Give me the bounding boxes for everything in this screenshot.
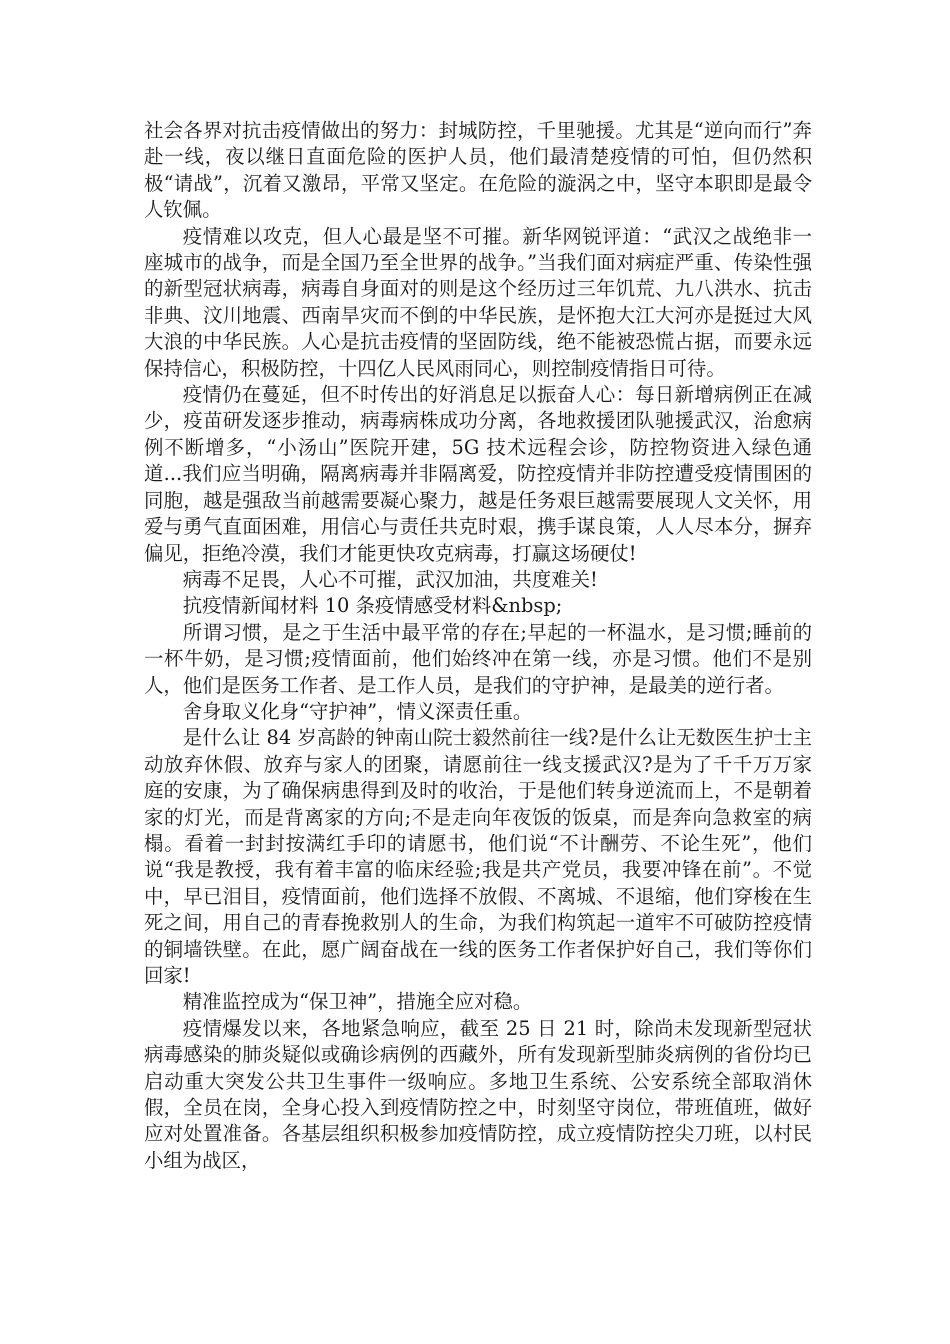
paragraph-8: 是什么让 84 岁高龄的钟南山院士毅然前往一线?是什么让无数医生护士主动放弃休假、放弃与家人的团聚，请愿前往一线支援武汉?是为了千千万万家庭的安康，为了确保病患得到及时的收治，于是他们转身逆流而上，不是朝着家的灯光，而是背离家的方向;不是走向年夜饭的饭桌，而是奔向急救室的病榻。看着一封封按满红手印的请愿书，他们说“不计酬劳、不论生死”，他们说“我是教授，我有着丰富的临床经验;我是共产党员，我要冲锋在前”。不觉中，早已泪目，疫情面前，他们选择不放假、不离城、不退缩，他们穿梭在生死之间，用自己的青春挽救别人的生命，为我们构筑起一道牢不可破防控疫情的铜墙铁壁。在此，愿广阔奋战在一线的医务工作者保护好自己，我们等你们回家! [144, 726, 812, 987]
paragraph-9: 精准监控成为“保卫神”，措施全应对稳。 [182, 990, 533, 1014]
paragraph-2: 疫情难以攻克，但人心最是坚不可摧。新华网锐评道：“武汉之战绝非一座城市的战争，而是全国乃至全世界的战争。”当我们面对病症严重、传染性强的新型冠状病毒，病毒自身面对的则是这个经历过三年饥荒、九八洪水、抗击非典、汶川地震、西南旱灾而不倒的中华民族，是怀抱大江大河亦是挺过大风大浪的中华民族。人心是抗击疫情的坚固防线，绝不能被恐慌占据，而要永远保持信心，积极防控，十四亿人民风雨同心，则控制疫情指日可待。 [144, 224, 812, 380]
paragraph-6: 所谓习惯，是之于生活中最平常的存在;早起的一杯温水，是习惯;睡前的一杯牛奶，是习惯;疫情面前，他们始终冲在第一线，亦是习惯。他们不是别人，他们是医务工作者、是工作人员，是我们的守护神，是最美的逆行者。 [144, 620, 812, 697]
paragraph-7: 舍身取义化身“守护神”，情义深责任重。 [182, 699, 533, 723]
document-body [144, 118, 812, 1174]
paragraph-1: 社会各界对抗击疫情做出的努力：封城防控，千里驰援。尤其是“逆向而行”奔赴一线，夜以继日直面危险的医护人员，他们最清楚疫情的可怕，但仍然积极“请战”，沉着又激昂，平常又坚定。在危险的漩涡之中，坚守本职即是最令人钦佩。 [144, 119, 812, 222]
paragraph-3: 疫情仍在蔓延，但不时传出的好消息足以振奋人心：每日新增病例正在减少，疫苗研发逐步推动，病毒病株成功分离，各地救援团队驰援武汉，治愈病例不断增多，“小汤山”医院开建，5G 技术远程会诊，防控物资进入绿色通道...我们应当明确，隔离病毒并非隔离爱，防控疫情并非防控遭受疫情围困的同胞，越是强敌当前越需要凝心聚力，越是任务艰巨越需要展现人文关怀，用爱与勇气直面困难，用信心与责任共克时艰，携手谋良策，人人尽本分，摒弃偏见，拒绝冷漠，我们才能更快攻克病毒，打赢这场硬仗! [144, 383, 812, 565]
paragraph-10: 疫情爆发以来，各地紧急响应，截至 25 日 21 时，除尚未发现新型冠状病毒感染的肺炎疑似或确诊病例的西藏外，所有发现新型肺炎病例的省份均已启动重大突发公共卫生事件一级响应。多地卫生系统、公安系统全部取消休假，全员在岗，全身心投入到疫情防控之中，时刻坚守岗位，带班值班，做好应对处置准备。各基层组织积极参加疫情防控，成立疫情防控尖刀班，以村民小组为战区， [144, 1016, 812, 1172]
paragraph-4: 病毒不足畏，人心不可摧，武汉加油，共度难关! [182, 567, 598, 591]
paragraph-5: 抗疫情新闻材料 10 条疫情感受材料&nbsp; [182, 594, 563, 618]
